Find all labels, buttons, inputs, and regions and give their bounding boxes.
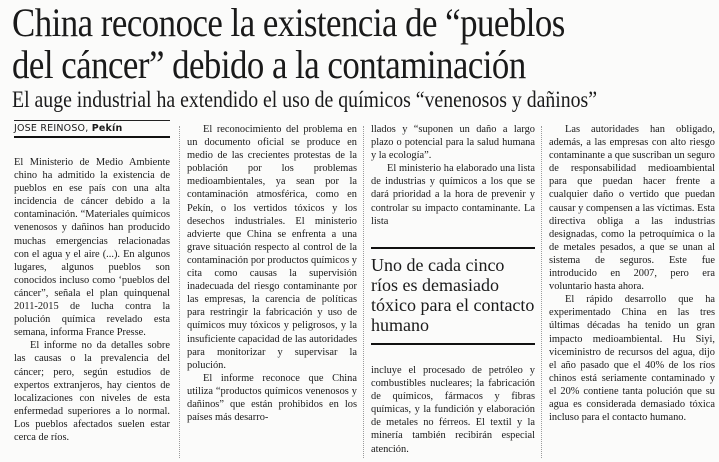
pull-quote-block: [371, 247, 535, 345]
paragraph: incluye el procesado de petróleo y combustibles nucleares; la fabricación de químicos, fármacos y fibras químicas, y la fundición y elaboración de metales no férreos. El textil y la minería también recibirán especial atención.: [371, 365, 535, 455]
paragraph: El reconocimiento del problema en un documento oficial se produce en medio de las crecientes protestas de la población por los problemas medioambientales, ya sean por la contaminación atmosférica, como en Pekín, o los vertidos tóxicos y los desechos industriales. El ministerio advierte que China se enfrenta a una grave situación respecto al control de la contaminación por productos químicos y cita como causas la supervisión inadecuada del riesgo contaminante por las empresas, la carencia de políticas para restringir la fabricación y uso de químicos muy tóxicos y peligrosos, y la insuficiente capacidad de las autoridades para monitorizar y supervisar la polución.: [187, 124, 357, 371]
column-2: [187, 123, 357, 424]
paragraph: El informe reconoce que China utiliza “productos químicos venenosos y dañinos” que están prohibidos en los países más desarro-: [187, 372, 357, 424]
headline-line-1: China reconoce la existencia de “pueblos: [12, 0, 565, 45]
column-3-continued: [371, 364, 535, 456]
pull-quote: Uno de cada cinco ríos es demasiado tóxico para el contacto humano: [371, 255, 535, 335]
column-3: [371, 123, 535, 228]
byline: [14, 121, 170, 135]
headline: [12, 2, 618, 86]
headline-line-2: del cáncer” debido a la contaminación: [12, 42, 526, 87]
paragraph: El rápido desarrollo que ha experimentado China en las tres últimas décadas ha tenido un gran impacto medioambiental. Hu Siyi, viceministro de recursos del agua, dijo el año pasado que el 40% de los ríos chinos está seriamente contaminado y el 20% contiene tanta polución que su agua es considerada demasiado tóxica incluso para el contacto humano.: [549, 294, 715, 424]
column-4: [549, 123, 715, 424]
byline-block: [14, 120, 170, 138]
byline-author: JOSE REINOSO,: [14, 123, 89, 134]
column-divider: [541, 126, 542, 458]
paragraph: El ministerio ha elaborado una lista de industrias y químicos a los que se dará prioridad a la hora de prevenir y controlar su impacto contaminante. La lista: [371, 163, 535, 227]
paragraph: El Ministerio de Medio Ambiente chino ha admitido la existencia de pueblos en ese país con una alta incidencia de cáncer debido a la contaminación. “Materiales químicos venenosos y dañinos han producido muchas emergencias relacionadas con el agua y el aire (...). En algunos lugares, algunos pueblos son conocidos incluso como ‘pueblos del cáncer”, señala el plan quinquenal 2011-2015 de lucha contra la polución química revelado esta semana, informa France Presse.: [14, 157, 170, 339]
paragraph: El informe no da detalles sobre las causas o la prevalencia del cáncer; pero, según estudios de expertos extranjeros, hay cientos de localizaciones con niveles de esta enfermedad superiores a lo normal. Los pueblos afectados suelen estar cerca de ríos.: [14, 340, 170, 443]
column-divider: [179, 126, 180, 458]
column-divider: [363, 126, 364, 458]
byline-location: Pekín: [91, 123, 123, 134]
paragraph: Las autoridades han obligado, además, a las empresas con alto riesgo contaminante a que suscriban un seguro de responsabilidad medioambiental para que puedan hacer frente a cualquier daño o vertido que puedan causar y compensen a las víctimas. Esta directiva obliga a las industrias designadas, como la petroquímica o la de metales pesados, a que se unan al sistema de seguros. Este fue introducido en 2007, pero era voluntario hasta ahora.: [549, 124, 715, 293]
byline-rule-bottom: [14, 136, 170, 138]
paragraph: llados y “suponen un daño a largo plazo o potencial para la salud humana y la ecología”.: [371, 124, 535, 162]
pull-quote-rule-bottom: [371, 343, 535, 345]
subheadline: El auge industrial ha extendido el uso de químicos “venenosos y dañinos”: [12, 87, 598, 112]
